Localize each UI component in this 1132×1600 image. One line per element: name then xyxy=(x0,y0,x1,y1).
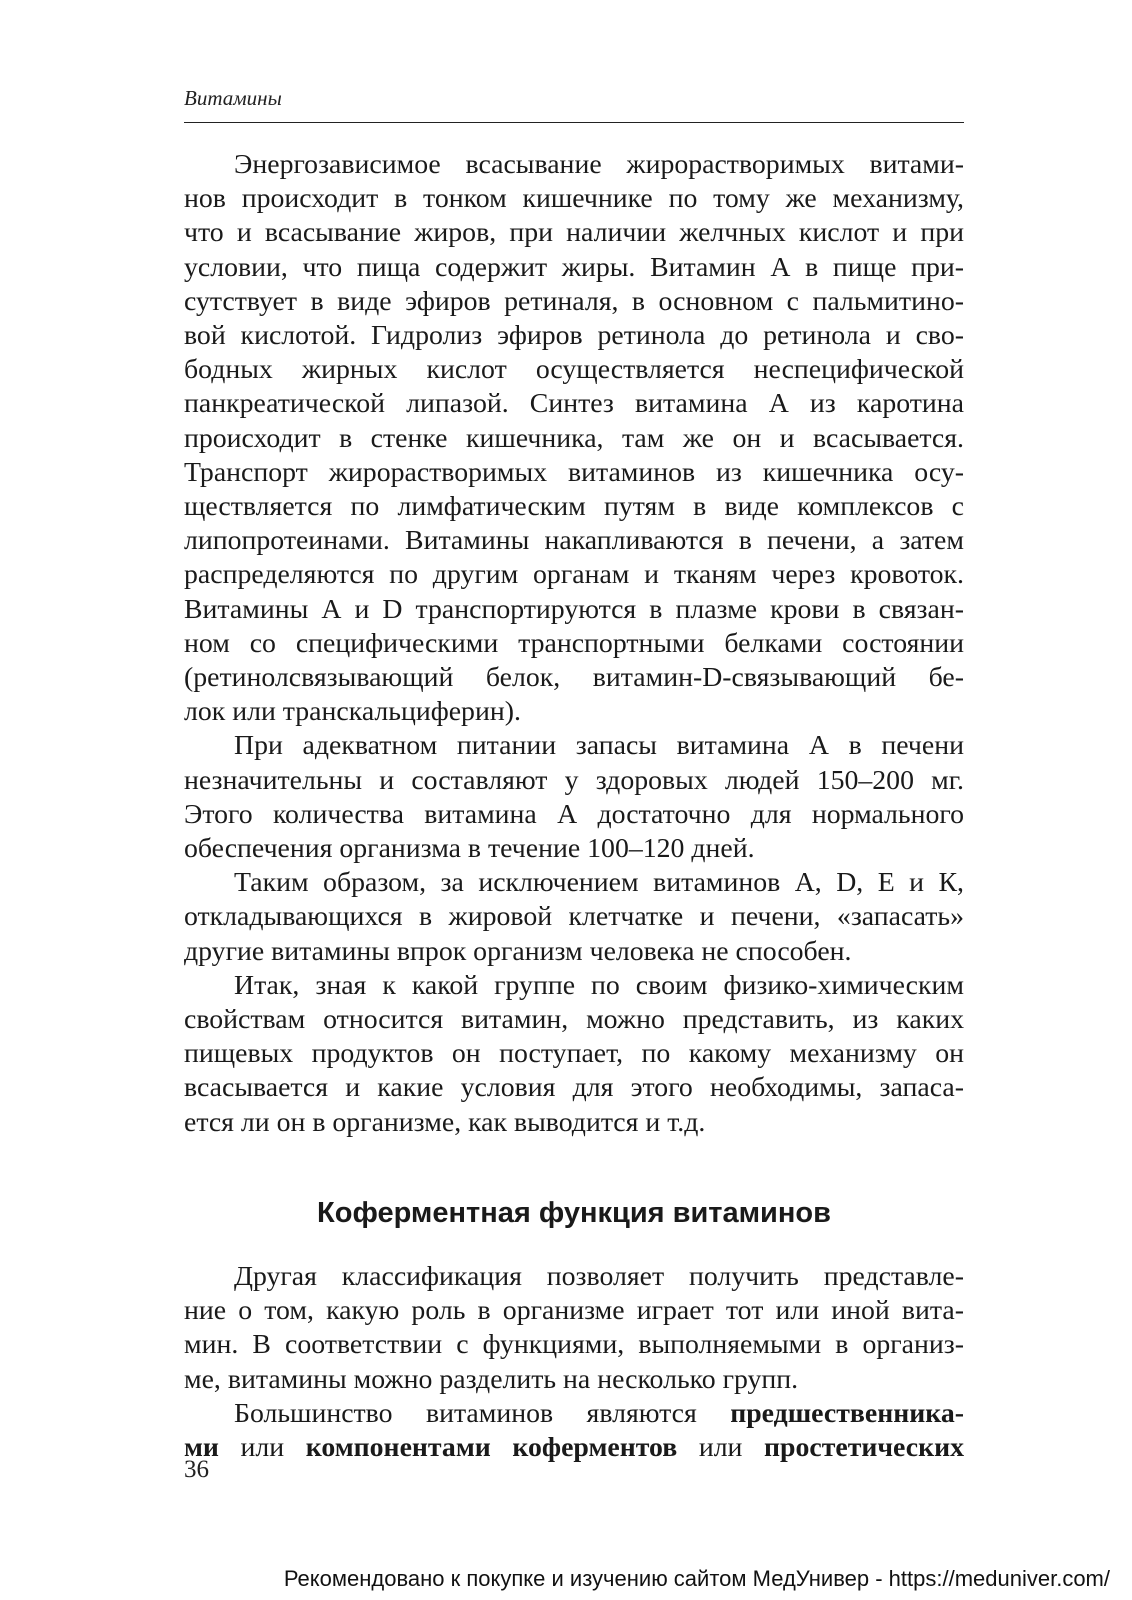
text-line: Таким образом, за исключением витаминов А, D, Е и К, xyxy=(234,867,964,899)
paragraph-4 xyxy=(184,969,964,1140)
text-line: всасывается и какие условия для этого необходимы, запаса- xyxy=(184,1072,964,1104)
text-line: нов происходит в тонком кишечнике по тому же механизму, xyxy=(184,183,964,215)
text-line: лок или транскальциферин). xyxy=(184,696,521,728)
text-line: ном со специфическими транспортными белками состоянии xyxy=(184,627,964,659)
text-line: Итак, зная к какой группе по своим физико-химическим xyxy=(234,969,964,1001)
text-line: происходит в стенке кишечника, там же он и всасывается. xyxy=(184,422,964,454)
text-line: сутствует в виде эфиров ретиналя, в основном с пальмитино- xyxy=(184,285,964,317)
section-heading: Коферментная функция витаминов xyxy=(317,1196,831,1229)
text-line: При адекватном питании запасы витамина А в печени xyxy=(234,730,964,762)
header-rule xyxy=(184,122,964,123)
text-line: мин. В соответствии с функциями, выполняемыми в организ- xyxy=(184,1329,964,1361)
text-line: Другая классификация позволяет получить представле- xyxy=(234,1260,964,1292)
text-line: Витамины А и D транспортируются в плазме крови в связан- xyxy=(184,593,964,625)
text-run: или xyxy=(677,1431,764,1463)
paragraph-3 xyxy=(184,866,964,969)
bold-term: ми xyxy=(184,1431,219,1463)
text-line: ществляется по лимфатическим путям в виде комплексов с xyxy=(184,491,964,523)
text-line: пищевых продуктов он поступает, по какому механизму он xyxy=(184,1038,964,1070)
text-line: обеспечения организма в течение 100–120 дней. xyxy=(184,833,755,865)
text-line: что и всасывание жиров, при наличии желчных кислот и при xyxy=(184,217,964,249)
text-line: Этого количества витамина А достаточно для нормального xyxy=(184,798,964,830)
last-paragraph xyxy=(184,1397,964,1465)
text-run: Большинство витаминов являются xyxy=(234,1397,731,1429)
text-line: откладывающихся в жировой клетчатке и печени, «запасать» xyxy=(184,901,964,933)
text-line: вой кислотой. Гидролиз эфиров ретинола до ретинола и сво- xyxy=(184,320,964,352)
text-line: незначительны и составляют у здоровых людей 150–200 мг. xyxy=(184,764,964,796)
text-line xyxy=(184,1431,964,1465)
text-line: свойствам относится витамин, можно представить, из каких xyxy=(184,1004,964,1036)
text-line: липопротеинами. Витамины накапливаются в печени, а затем xyxy=(184,525,964,557)
text-line: ние о том, какую роль в организме играет тот или иной вита- xyxy=(184,1295,964,1327)
page-body xyxy=(184,148,964,1465)
text-line: (ретинолсвязывающий белок, витамин-D-связывающий бе- xyxy=(184,662,964,694)
section-paragraph xyxy=(184,1260,964,1397)
text-line: ме, витамины можно разделить на несколько групп. xyxy=(184,1363,799,1395)
text-line: панкреатической липазой. Синтез витамина А из каротина xyxy=(184,388,964,420)
text-line: условии, что пища содержит жиры. Витамин А в пище при- xyxy=(184,251,964,283)
bold-term: компонентами коферментов xyxy=(305,1431,678,1463)
text-line xyxy=(184,1397,964,1431)
text-line: ется ли он в организме, как выводится и т.д. xyxy=(184,1106,706,1138)
text-line: Транспорт жирорастворимых витаминов из кишечника осу- xyxy=(184,456,964,488)
bold-term: предшественника- xyxy=(730,1397,964,1429)
bold-term: простетических xyxy=(764,1431,964,1463)
running-header: Витамины xyxy=(184,86,282,110)
paragraph-2 xyxy=(184,729,964,866)
page-number: 36 xyxy=(184,1456,209,1483)
text-line: Энергозависимое всасывание жирорастворимых витами- xyxy=(234,149,964,180)
text-run: или xyxy=(218,1431,306,1463)
text-line: распределяются по другим органам и тканям через кровоток. xyxy=(184,559,964,591)
footer-watermark: Рекомендовано к покупке и изучению сайтом МедУнивер - https://meduniver.com/ xyxy=(283,1566,1110,1591)
paragraph-1 xyxy=(184,148,964,729)
text-line: бодных жирных кислот осуществляется неспецифической xyxy=(184,354,964,386)
text-line: другие витамины впрок организм человека не способен. xyxy=(184,935,852,967)
